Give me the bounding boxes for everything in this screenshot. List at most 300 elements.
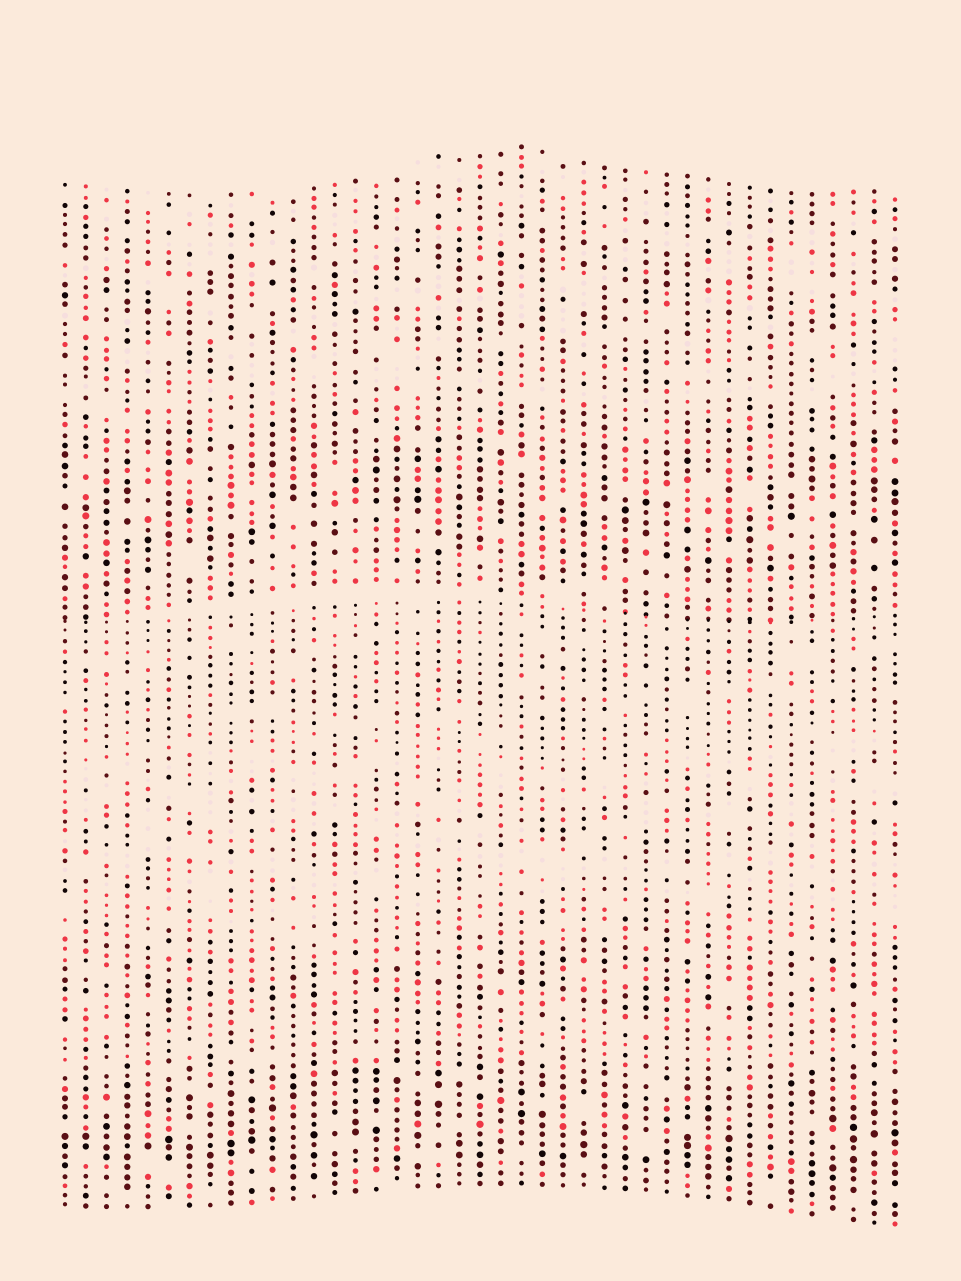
dot-band-3 (727, 740, 730, 743)
dot-band-4 (768, 773, 772, 777)
dot-band-5 (125, 944, 130, 949)
dot-band-2 (229, 465, 234, 470)
dot-band-5 (187, 1026, 191, 1030)
dot-band-6 (622, 1165, 628, 1171)
dot-band-1 (706, 369, 710, 373)
dot-band-3 (416, 683, 420, 687)
dot-band-3 (520, 664, 523, 667)
dot-band-1 (706, 329, 711, 334)
dot-band-5 (311, 962, 316, 967)
dot-band-1 (84, 306, 88, 310)
dot-band-4 (892, 800, 897, 805)
dot-band-4 (291, 808, 295, 812)
dot-band-5 (851, 931, 855, 935)
dot-band-1 (436, 283, 442, 289)
dot-band-1 (581, 239, 587, 245)
dot-band-1 (768, 207, 773, 212)
dot-band-3 (395, 670, 399, 674)
dot-band-4 (333, 784, 337, 788)
dot-band-2 (186, 499, 193, 506)
dot-band-6 (312, 1052, 317, 1057)
dot-band-5 (871, 981, 877, 987)
dot-band-5 (354, 1029, 358, 1033)
dot-band-1 (623, 357, 629, 363)
dot-band-3 (520, 735, 524, 739)
dot-band-5 (830, 967, 836, 973)
dot-band-5 (685, 988, 689, 992)
dot-band-1 (685, 214, 689, 218)
dot-band-2 (290, 474, 297, 481)
dot-band-6 (706, 1126, 711, 1131)
dot-band-1 (789, 372, 794, 377)
dot-band-1 (560, 359, 565, 364)
dot-band-1 (415, 317, 420, 322)
dot-band-3 (229, 673, 232, 676)
dot-band-6 (622, 1102, 629, 1109)
dot-band-5 (84, 958, 88, 962)
dot-band-3 (686, 737, 689, 740)
dot-band-5 (104, 943, 109, 948)
dot-band-1 (561, 175, 565, 179)
dot-band-4 (166, 888, 171, 893)
dot-band-1 (748, 357, 752, 361)
dot-band-3 (686, 716, 689, 719)
dot-band-6 (747, 1084, 753, 1090)
dot-band-2 (830, 533, 835, 538)
dot-band-2 (477, 446, 483, 452)
dot-band-3 (520, 705, 523, 708)
dot-band-1 (602, 265, 607, 270)
dot-band-4 (872, 862, 877, 867)
dot-band-5 (395, 1008, 399, 1012)
dot-band-1 (229, 242, 234, 247)
dot-band-4 (374, 848, 379, 853)
dot-band-3 (685, 678, 689, 682)
dot-band-4 (769, 745, 772, 748)
dot-band-5 (166, 997, 172, 1003)
dot-band-6 (622, 1154, 629, 1161)
dot-band-4 (727, 874, 731, 878)
dot-band-2 (477, 427, 483, 433)
dot-band-1 (499, 291, 503, 295)
dot-band-6 (166, 1185, 172, 1191)
dot-band-1 (125, 209, 130, 214)
dot-band-3 (790, 733, 793, 736)
dot-band-6 (519, 1130, 525, 1136)
dot-band-1 (706, 197, 711, 202)
dot-band-5 (63, 1046, 67, 1050)
dot-band-4 (415, 862, 420, 867)
dot-band-6 (871, 1199, 877, 1205)
dot-band-1 (477, 295, 483, 301)
dot-band-6 (747, 1143, 753, 1149)
dot-band-3 (541, 746, 544, 749)
dot-band-2 (602, 464, 607, 469)
dot-band-6 (228, 1110, 234, 1116)
dot-band-3 (831, 710, 834, 713)
dot-band-2 (270, 554, 275, 559)
dot-band-1 (561, 225, 566, 230)
dot-band-2 (312, 551, 316, 555)
dot-band-1 (395, 287, 400, 292)
dot-band-3 (229, 662, 233, 666)
dot-band-6 (374, 1187, 379, 1192)
dot-band-6 (498, 1068, 504, 1074)
dot-band-6 (892, 1161, 898, 1167)
dot-band-3 (332, 693, 337, 698)
dot-band-1 (706, 217, 711, 222)
dot-band-1 (498, 260, 504, 266)
dot-band-2 (539, 495, 545, 501)
dot-band-4 (872, 801, 876, 805)
dot-band-4 (146, 759, 150, 763)
dot-band-1 (124, 319, 130, 325)
dot-band-2 (333, 450, 338, 455)
dot-band-4 (270, 857, 275, 862)
dot-band-1 (125, 369, 130, 374)
dot-band-6 (436, 1061, 442, 1067)
dot-band-6 (269, 1104, 276, 1111)
dot-band-4 (519, 786, 524, 791)
dot-band-1 (208, 358, 213, 363)
dot-band-4 (312, 782, 316, 786)
dot-band-5 (602, 937, 607, 942)
dot-band-6 (810, 1152, 815, 1157)
dot-band-5 (685, 938, 691, 944)
dot-band-2 (581, 571, 586, 576)
dot-band-2 (394, 518, 399, 523)
dot-band-6 (830, 1096, 835, 1101)
dot-band-6 (560, 1142, 565, 1147)
dot-band-3 (686, 627, 689, 630)
dot-band-2 (747, 475, 753, 481)
dot-band-5 (830, 1017, 836, 1023)
dot-band-2 (228, 552, 234, 558)
dot-band-2 (104, 508, 110, 514)
dot-band-1 (726, 201, 731, 206)
dot-band-1 (664, 281, 670, 287)
dot-band-3 (312, 617, 315, 620)
dot-band-3 (167, 658, 171, 662)
dot-band-5 (747, 1045, 752, 1050)
dot-band-5 (228, 1020, 234, 1026)
dot-band-1 (208, 379, 212, 383)
dot-band-5 (789, 951, 794, 956)
dot-band-4 (809, 823, 814, 828)
dot-band-4 (789, 852, 794, 857)
dot-band-1 (228, 366, 233, 371)
dot-band-5 (664, 1025, 669, 1030)
dot-band-2 (374, 387, 378, 391)
dot-band-6 (269, 1167, 275, 1173)
dot-band-2 (706, 497, 711, 502)
dot-band-5 (809, 1019, 814, 1024)
dot-band-1 (685, 330, 691, 336)
dot-band-6 (665, 1066, 669, 1070)
dot-band-5 (499, 902, 503, 906)
dot-band-6 (477, 1181, 482, 1186)
dot-band-5 (477, 994, 483, 1000)
dot-band-6 (394, 1107, 399, 1112)
dot-band-5 (519, 1001, 524, 1006)
dot-band-5 (104, 962, 109, 967)
dot-band-5 (374, 948, 379, 953)
dot-band-1 (187, 243, 191, 247)
dot-band-5 (167, 1040, 171, 1044)
dot-band-5 (747, 946, 752, 951)
dot-band-1 (810, 299, 814, 303)
dot-band-4 (789, 801, 794, 806)
dot-band-2 (851, 559, 857, 565)
dot-band-2 (788, 513, 795, 520)
dot-band-2 (62, 422, 68, 428)
dot-band-2 (311, 452, 317, 458)
dot-band-2 (851, 480, 857, 486)
dot-band-6 (269, 1075, 275, 1081)
dot-band-2 (166, 511, 172, 517)
dot-band-3 (851, 667, 856, 672)
dot-band-6 (270, 1084, 276, 1090)
dot-band-2 (62, 463, 69, 470)
dot-band-5 (104, 1014, 109, 1019)
dot-band-5 (499, 922, 503, 926)
dot-band-2 (435, 487, 442, 494)
dot-band-3 (769, 735, 772, 738)
dot-band-6 (228, 1130, 234, 1136)
dot-band-4 (291, 778, 295, 782)
dot-band-5 (706, 1026, 710, 1030)
dot-band-6 (830, 1077, 835, 1082)
dot-band-3 (561, 647, 566, 652)
dot-band-6 (83, 1193, 89, 1199)
dot-band-6 (685, 1096, 691, 1102)
dot-band-2 (83, 443, 89, 449)
dot-band-1 (664, 301, 670, 307)
dot-band-4 (603, 796, 607, 800)
dot-band-3 (810, 711, 814, 715)
dot-band-1 (249, 221, 254, 226)
dot-band-4 (167, 868, 171, 872)
dot-band-6 (684, 1134, 691, 1141)
dot-band-1 (540, 150, 544, 154)
dot-band-5 (436, 990, 441, 995)
dot-band-1 (353, 329, 357, 333)
dot-band-6 (706, 1085, 711, 1090)
dot-band-3 (209, 712, 212, 715)
dot-band-3 (271, 639, 275, 643)
dot-band-6 (228, 1200, 234, 1206)
dot-band-5 (664, 909, 669, 914)
dot-band-2 (747, 416, 753, 422)
dot-band-1 (768, 365, 773, 370)
dot-band-1 (665, 231, 669, 235)
dot-band-2 (602, 425, 608, 431)
dot-band-2 (560, 568, 566, 574)
dot-band-2 (436, 387, 440, 391)
dot-band-5 (188, 948, 192, 952)
dot-band-4 (519, 869, 524, 874)
dot-band-6 (664, 1159, 669, 1164)
dot-band-4 (540, 828, 545, 833)
dot-band-3 (63, 620, 66, 623)
dot-band-1 (603, 176, 607, 180)
dot-band-2 (83, 583, 89, 589)
dot-band-6 (187, 1194, 192, 1199)
dot-band-3 (562, 608, 565, 611)
dot-band-2 (270, 441, 276, 447)
dot-band-4 (582, 766, 586, 770)
dot-band-3 (623, 753, 627, 757)
dot-band-3 (873, 718, 876, 721)
dot-band-4 (582, 776, 587, 781)
dot-band-5 (706, 954, 710, 958)
dot-band-2 (269, 492, 276, 499)
dot-band-2 (726, 607, 731, 612)
dot-band-5 (560, 986, 566, 992)
dot-band-3 (375, 602, 378, 605)
dot-band-2 (809, 495, 815, 501)
dot-band-1 (540, 268, 545, 273)
dot-band-4 (354, 890, 358, 894)
dot-band-5 (333, 971, 337, 975)
dot-band-2 (62, 451, 69, 458)
dot-band-1 (768, 199, 773, 204)
dot-band-4 (831, 897, 835, 901)
dot-band-4 (541, 878, 544, 881)
dot-band-4 (63, 780, 67, 784)
dot-band-1 (83, 265, 89, 271)
dot-band-1 (394, 276, 399, 281)
dot-band-6 (602, 1123, 607, 1128)
dot-band-3 (208, 693, 212, 697)
dot-band-6 (208, 1121, 213, 1126)
dot-band-4 (727, 884, 731, 888)
dot-band-1 (581, 352, 586, 357)
dot-band-5 (706, 924, 711, 929)
dot-band-5 (747, 1005, 753, 1011)
dot-band-1 (352, 309, 358, 315)
dot-band-3 (499, 703, 502, 706)
dot-band-3 (603, 727, 607, 731)
dot-band-4 (644, 810, 649, 815)
dot-band-2 (581, 461, 586, 466)
dot-band-3 (623, 744, 627, 748)
dot-band-3 (582, 718, 586, 722)
dot-band-1 (187, 330, 193, 336)
dot-band-6 (166, 1077, 171, 1082)
dot-band-3 (561, 697, 566, 702)
dot-band-1 (872, 250, 877, 255)
dot-band-1 (499, 233, 503, 237)
dot-band-6 (582, 1058, 586, 1062)
dot-band-3 (250, 681, 254, 685)
dot-band-5 (810, 977, 814, 981)
dot-band-5 (830, 1008, 835, 1013)
dot-band-1 (374, 285, 379, 290)
dot-band-2 (457, 446, 462, 451)
dot-band-6 (872, 1051, 877, 1056)
dot-band-2 (871, 437, 877, 443)
dot-band-1 (581, 230, 586, 235)
dot-band-2 (519, 492, 524, 497)
dot-band-3 (852, 720, 855, 723)
dot-band-2 (540, 425, 545, 430)
dot-band-1 (789, 241, 793, 245)
dot-band-3 (561, 746, 565, 750)
dot-band-2 (830, 562, 837, 569)
dot-band-1 (374, 297, 378, 301)
dot-band-4 (291, 886, 295, 890)
dot-band-4 (458, 799, 462, 803)
dot-band-1 (727, 192, 731, 196)
dot-band-5 (540, 920, 544, 924)
dot-band-5 (354, 921, 358, 925)
dot-band-1 (104, 348, 109, 353)
dot-band-4 (125, 802, 129, 806)
dot-band-1 (83, 234, 88, 239)
dot-band-3 (395, 731, 399, 735)
dot-band-1 (768, 384, 772, 388)
dot-band-4 (810, 781, 814, 785)
dot-band-5 (706, 1036, 711, 1041)
dot-band-2 (145, 605, 150, 610)
dot-band-3 (623, 672, 628, 677)
dot-band-1 (374, 367, 379, 372)
dot-band-3 (852, 708, 856, 712)
dot-band-4 (602, 806, 607, 811)
dot-band-1 (249, 272, 255, 278)
dot-band-5 (457, 916, 462, 921)
dot-band-3 (437, 660, 440, 663)
dot-band-1 (62, 203, 67, 208)
dot-band-6 (104, 1084, 109, 1089)
dot-band-5 (395, 926, 399, 930)
dot-band-2 (270, 566, 274, 570)
dot-band-6 (789, 1120, 794, 1125)
dot-band-2 (580, 492, 587, 499)
dot-band-4 (560, 828, 565, 833)
dot-band-3 (624, 714, 628, 718)
dot-band-5 (539, 1001, 545, 1007)
dot-band-5 (519, 989, 524, 994)
dot-band-3 (561, 717, 566, 722)
dot-band-1 (478, 184, 483, 189)
dot-band-2 (124, 479, 130, 485)
dot-band-1 (478, 175, 482, 179)
dot-band-6 (602, 1082, 608, 1088)
dot-band-3 (727, 649, 732, 654)
dot-band-2 (789, 421, 794, 426)
dot-band-6 (166, 1107, 171, 1112)
dot-band-2 (602, 404, 606, 408)
dot-band-4 (768, 860, 773, 865)
dot-band-6 (519, 1161, 523, 1165)
dot-band-3 (851, 697, 855, 701)
dot-band-6 (788, 1158, 795, 1165)
dot-band-5 (145, 1031, 150, 1036)
dot-band-5 (498, 1027, 503, 1032)
dot-band-1 (435, 243, 441, 249)
dot-band-2 (706, 547, 711, 552)
dot-band-2 (788, 462, 794, 468)
dot-band-4 (395, 752, 399, 756)
dot-band-3 (748, 649, 752, 653)
dot-band-5 (436, 1010, 441, 1015)
dot-band-4 (187, 908, 191, 912)
dot-band-5 (166, 988, 172, 994)
dot-band-3 (623, 733, 627, 737)
dot-band-1 (872, 300, 877, 305)
